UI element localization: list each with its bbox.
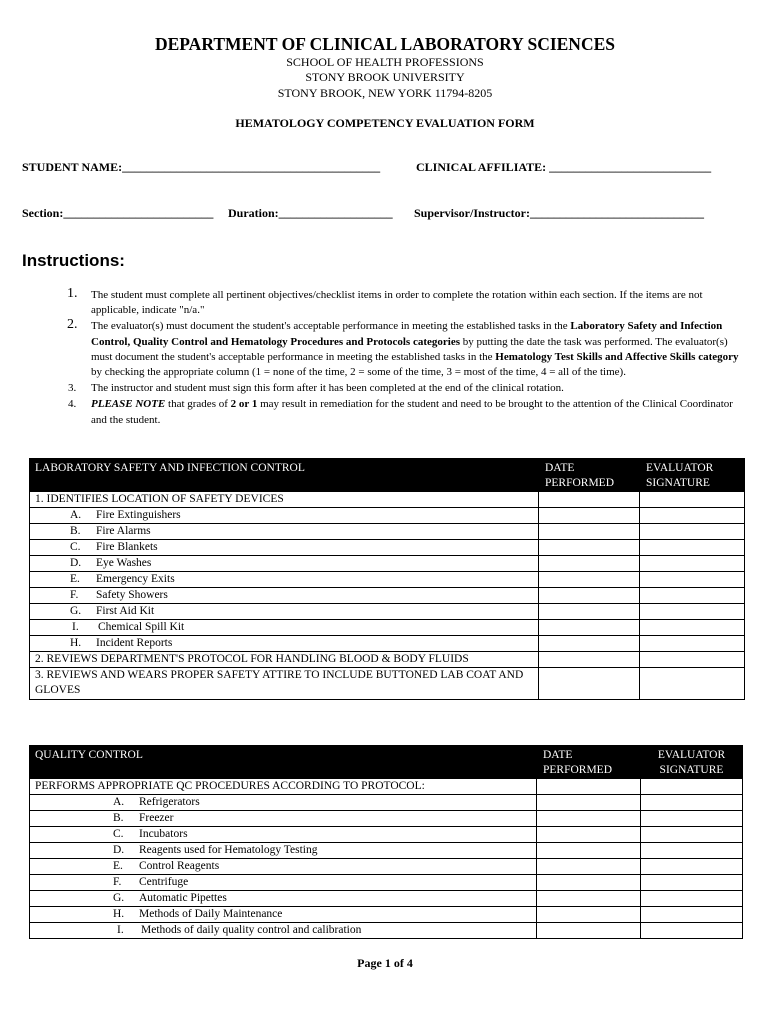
signature-cell[interactable]	[640, 620, 745, 636]
table-row: B. Fire Alarms	[30, 524, 539, 540]
signature-cell[interactable]	[641, 907, 743, 923]
department-title: DEPARTMENT OF CLINICAL LABORATORY SCIENCES	[154, 34, 615, 54]
table-row: E. Emergency Exits	[30, 572, 539, 588]
date-cell[interactable]	[539, 604, 640, 620]
table-row: H. Incident Reports	[30, 636, 539, 652]
table-row: B. Freezer	[30, 811, 537, 827]
date-cell[interactable]	[537, 811, 641, 827]
table-row: F. Centrifuge	[30, 875, 537, 891]
signature-cell[interactable]	[640, 588, 745, 604]
signature-cell[interactable]	[641, 811, 743, 827]
signature-cell[interactable]	[640, 540, 745, 556]
instruction-item: 1. The student must complete all pertinent objectives/checklist items in order to complete the rotation within each section. If the items are not applicable, indicate "n/a."	[67, 286, 703, 317]
table-row-label: 2. REVIEWS DEPARTMENT'S PROTOCOL FOR HANDLING BLOOD & BODY FLUIDS	[30, 652, 539, 668]
signature-cell[interactable]	[640, 572, 745, 588]
date-cell[interactable]	[539, 508, 640, 524]
signature-cell[interactable]	[641, 779, 743, 795]
date-cell[interactable]	[537, 891, 641, 907]
signature-cell[interactable]	[641, 827, 743, 843]
evaluator-signature-header: EVALUATOR SIGNATURE	[640, 459, 745, 492]
duration-field[interactable]: Duration:___________________	[228, 206, 393, 220]
signature-cell[interactable]	[640, 636, 745, 652]
date-cell[interactable]	[539, 524, 640, 540]
table-row: E. Control Reagents	[30, 859, 537, 875]
date-performed-header: DATE PERFORMED	[537, 746, 641, 779]
qc-table	[29, 745, 743, 939]
school-line: SCHOOL OF HEALTH PROFESSIONS	[286, 55, 484, 69]
table-row: F. Safety Showers	[30, 588, 539, 604]
evaluator-signature-header: EVALUATOR SIGNATURE	[641, 746, 743, 779]
date-cell[interactable]	[539, 620, 640, 636]
table-row-label: PERFORMS APPROPRIATE QC PROCEDURES ACCORDING TO PROTOCOL:	[30, 779, 537, 795]
date-cell[interactable]	[539, 572, 640, 588]
table-row: G. First Aid Kit	[30, 604, 539, 620]
safety-table-title: LABORATORY SAFETY AND INFECTION CONTROL	[30, 459, 539, 492]
date-cell[interactable]	[539, 556, 640, 572]
student-name-field[interactable]: STUDENT NAME:___________________________________________	[22, 160, 381, 174]
signature-cell[interactable]	[641, 891, 743, 907]
date-cell[interactable]	[537, 795, 641, 811]
table-row: C. Incubators	[30, 827, 537, 843]
date-cell[interactable]	[537, 907, 641, 923]
signature-cell[interactable]	[640, 652, 745, 668]
supervisor-field[interactable]: Supervisor/Instructor:_____________________________	[414, 206, 704, 220]
date-cell[interactable]	[539, 652, 640, 668]
table-row: C. Fire Blankets	[30, 540, 539, 556]
instruction-item: 3. The instructor and student must sign this form after it has been completed at the end of the clinical rotation.	[68, 382, 564, 395]
date-cell[interactable]	[537, 779, 641, 795]
table-row: I. Methods of daily quality control and calibration	[30, 923, 537, 939]
signature-cell[interactable]	[641, 843, 743, 859]
date-cell[interactable]	[539, 636, 640, 652]
date-cell[interactable]	[539, 492, 640, 508]
table-row: H. Methods of Daily Maintenance	[30, 907, 537, 923]
date-performed-header: DATE PERFORMED	[539, 459, 640, 492]
table-row: A. Refrigerators	[30, 795, 537, 811]
instruction-item: 2. The evaluator(s) must document the student's acceptable performance in meeting the established tasks in the Laboratory Safety and Infection Control, Quality Control and Hematology Procedures and Protocols categories by putting the date the task was performed. The evaluator(s) must document the student's acceptable performance in meeting the established tasks in the Hematology Test Skills and Affective Skills category by checking the appropriate column (1 = none of the time, 2 = some of the time, 3 = most of the time, 4 = all of the time).	[67, 317, 739, 379]
instructions-heading: Instructions:	[22, 251, 125, 270]
date-cell[interactable]	[539, 668, 640, 700]
date-cell[interactable]	[537, 923, 641, 939]
table-row: A. Fire Extinguishers	[30, 508, 539, 524]
table-row-label: 3. REVIEWS AND WEARS PROPER SAFETY ATTIRE TO INCLUDE BUTTONED LAB COAT AND GLOVES	[30, 668, 539, 700]
signature-cell[interactable]	[641, 923, 743, 939]
date-cell[interactable]	[539, 588, 640, 604]
signature-cell[interactable]	[640, 604, 745, 620]
date-cell[interactable]	[537, 843, 641, 859]
address-line: STONY BROOK, NEW YORK 11794-8205	[277, 86, 493, 100]
university-line: STONY BROOK UNIVERSITY	[305, 70, 465, 84]
instruction-item: 4. PLEASE NOTE that grades of 2 or 1 may result in remediation for the student and need to be brought to the attention of the Clinical Coordinator and the student.	[68, 398, 733, 426]
section-field[interactable]: Section:_________________________	[22, 206, 214, 220]
qc-table-title: QUALITY CONTROL	[30, 746, 537, 779]
instructions-list	[60, 288, 750, 429]
table-row: I. Chemical Spill Kit	[30, 620, 539, 636]
signature-cell[interactable]	[640, 668, 745, 700]
safety-table	[29, 458, 745, 700]
date-cell[interactable]	[537, 859, 641, 875]
date-cell[interactable]	[539, 540, 640, 556]
date-cell[interactable]	[537, 875, 641, 891]
signature-cell[interactable]	[640, 524, 745, 540]
table-row-label: 1. IDENTIFIES LOCATION OF SAFETY DEVICES	[30, 492, 539, 508]
signature-cell[interactable]	[641, 875, 743, 891]
signature-cell[interactable]	[641, 859, 743, 875]
table-row: D. Eye Washes	[30, 556, 539, 572]
page-number: Page 1 of 4	[357, 956, 413, 970]
table-row: G. Automatic Pipettes	[30, 891, 537, 907]
signature-cell[interactable]	[640, 556, 745, 572]
signature-cell[interactable]	[640, 492, 745, 508]
table-row: D. Reagents used for Hematology Testing	[30, 843, 537, 859]
signature-cell[interactable]	[640, 508, 745, 524]
form-title: HEMATOLOGY COMPETENCY EVALUATION FORM	[235, 116, 535, 130]
signature-cell[interactable]	[641, 795, 743, 811]
date-cell[interactable]	[537, 827, 641, 843]
clinical-affiliate-field[interactable]: CLINICAL AFFILIATE: ___________________________	[416, 160, 712, 174]
